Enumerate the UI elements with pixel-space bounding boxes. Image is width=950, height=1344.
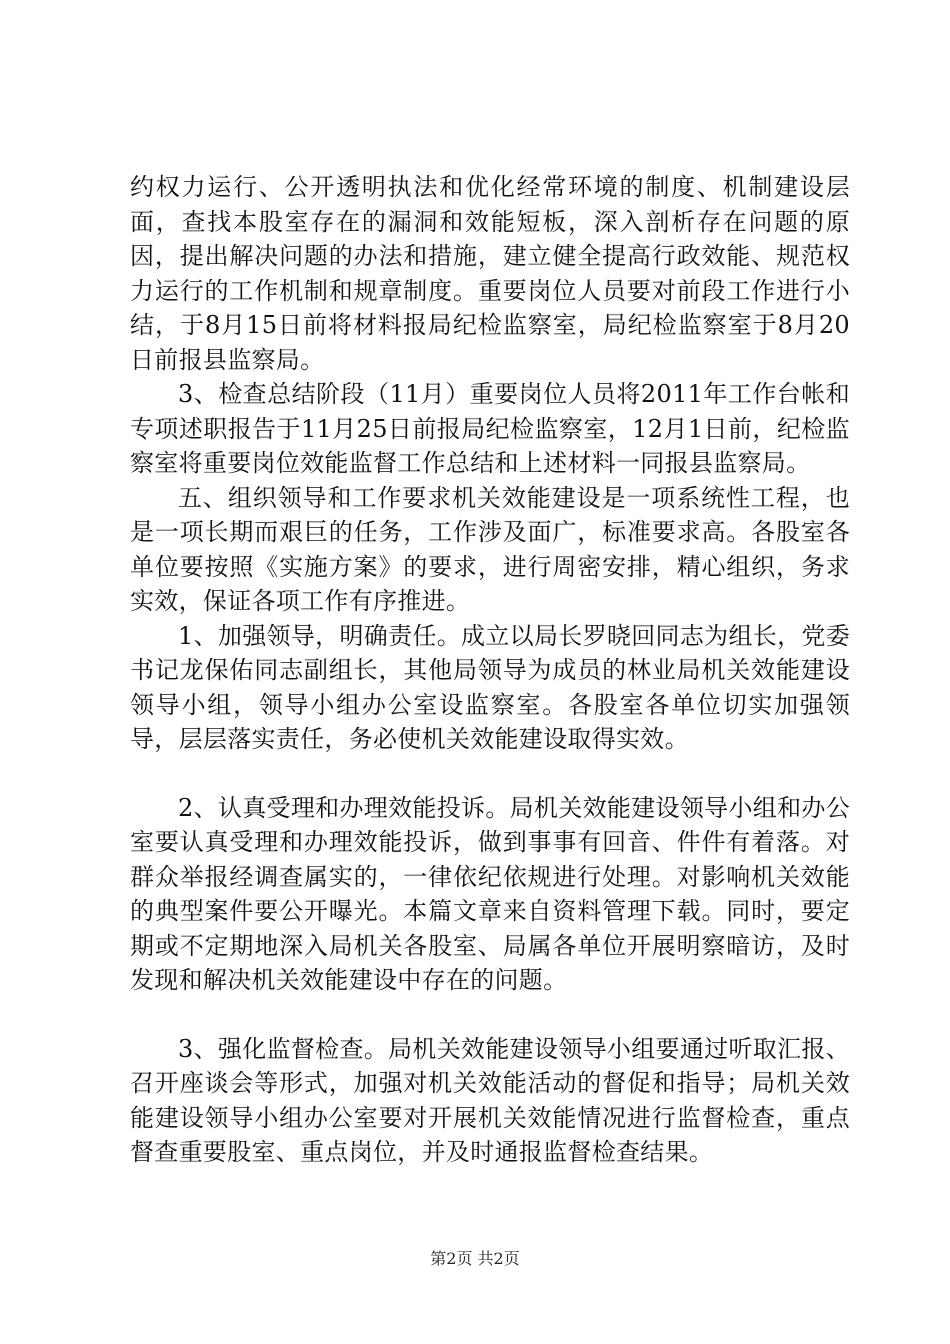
paragraph-organization-requirements: 五、组织领导和工作要求机关效能建设是一项系统性工程，也是一项长期而艰巨的任务，工作涉及面广，标准要求高。各股室各单位要按照《实施方案》的要求，进行周密安排，精心组织，务求实效，保证各项工作有序推进。 [130,483,850,615]
paragraph-supervision: 3、强化监督检查。局机关效能建设领导小组要通过听取汇报、召开座谈会等形式，加强对机关效能活动的督促和指导；局机关效能建设领导小组办公室要对开展机关效能情况进行监督检查，重点督查重要股室、重点岗位，并及时通报监督检查结果。 [130,1034,850,1166]
page-footer [0,1246,950,1269]
paragraph-inspection-summary: 3、检查总结阶段（11月）重要岗位人员将2011年工作台帐和专项述职报告于11月25日前报局纪检监察室，12月1日前，纪检监察室将重要岗位效能监督工作总结和上述材料一同报县监察局。 [130,380,850,477]
paragraph-strengthen-leadership: 1、加强领导，明确责任。成立以局长罗晓回同志为组长，党委书记龙保佑同志副组长，其他局领导为成员的林业局机关效能建设领导小组，领导小组办公室设监察室。各股室各单位切实加强领导，层层落实责任，务必使机关效能建设取得实效。 [130,621,850,753]
paragraph-complaints: 2、认真受理和办理效能投诉。局机关效能建设领导小组和办公室要认真受理和办理效能投诉，做到事事有回音、件件有着落。对群众举报经调查属实的，一律依纪依规进行处理。对影响机关效能的典型案件要公开曝光。本篇文章来自资料管理下载。同时，要定期或不定期地深入局机关各股室、局属各单位开展明察暗访，及时发现和解决机关效能建设中存在的问题。 [130,793,850,994]
paragraph-continuation: 约权力运行、公开透明执法和优化经常环境的制度、机制建设层面，查找本股室存在的漏洞和效能短板，深入剖析存在问题的原因，提出解决问题的办法和措施，建立健全提高行政效能、规范权力运行的工作机制和规章制度。重要岗位人员要对前段工作进行小结，于8月15日前将材料报局纪检监察室，局纪检监察室于8月20日前报县监察局。 [130,173,850,374]
document-body [130,170,850,1170]
page-number: 第2页 共2页 [430,1249,520,1268]
